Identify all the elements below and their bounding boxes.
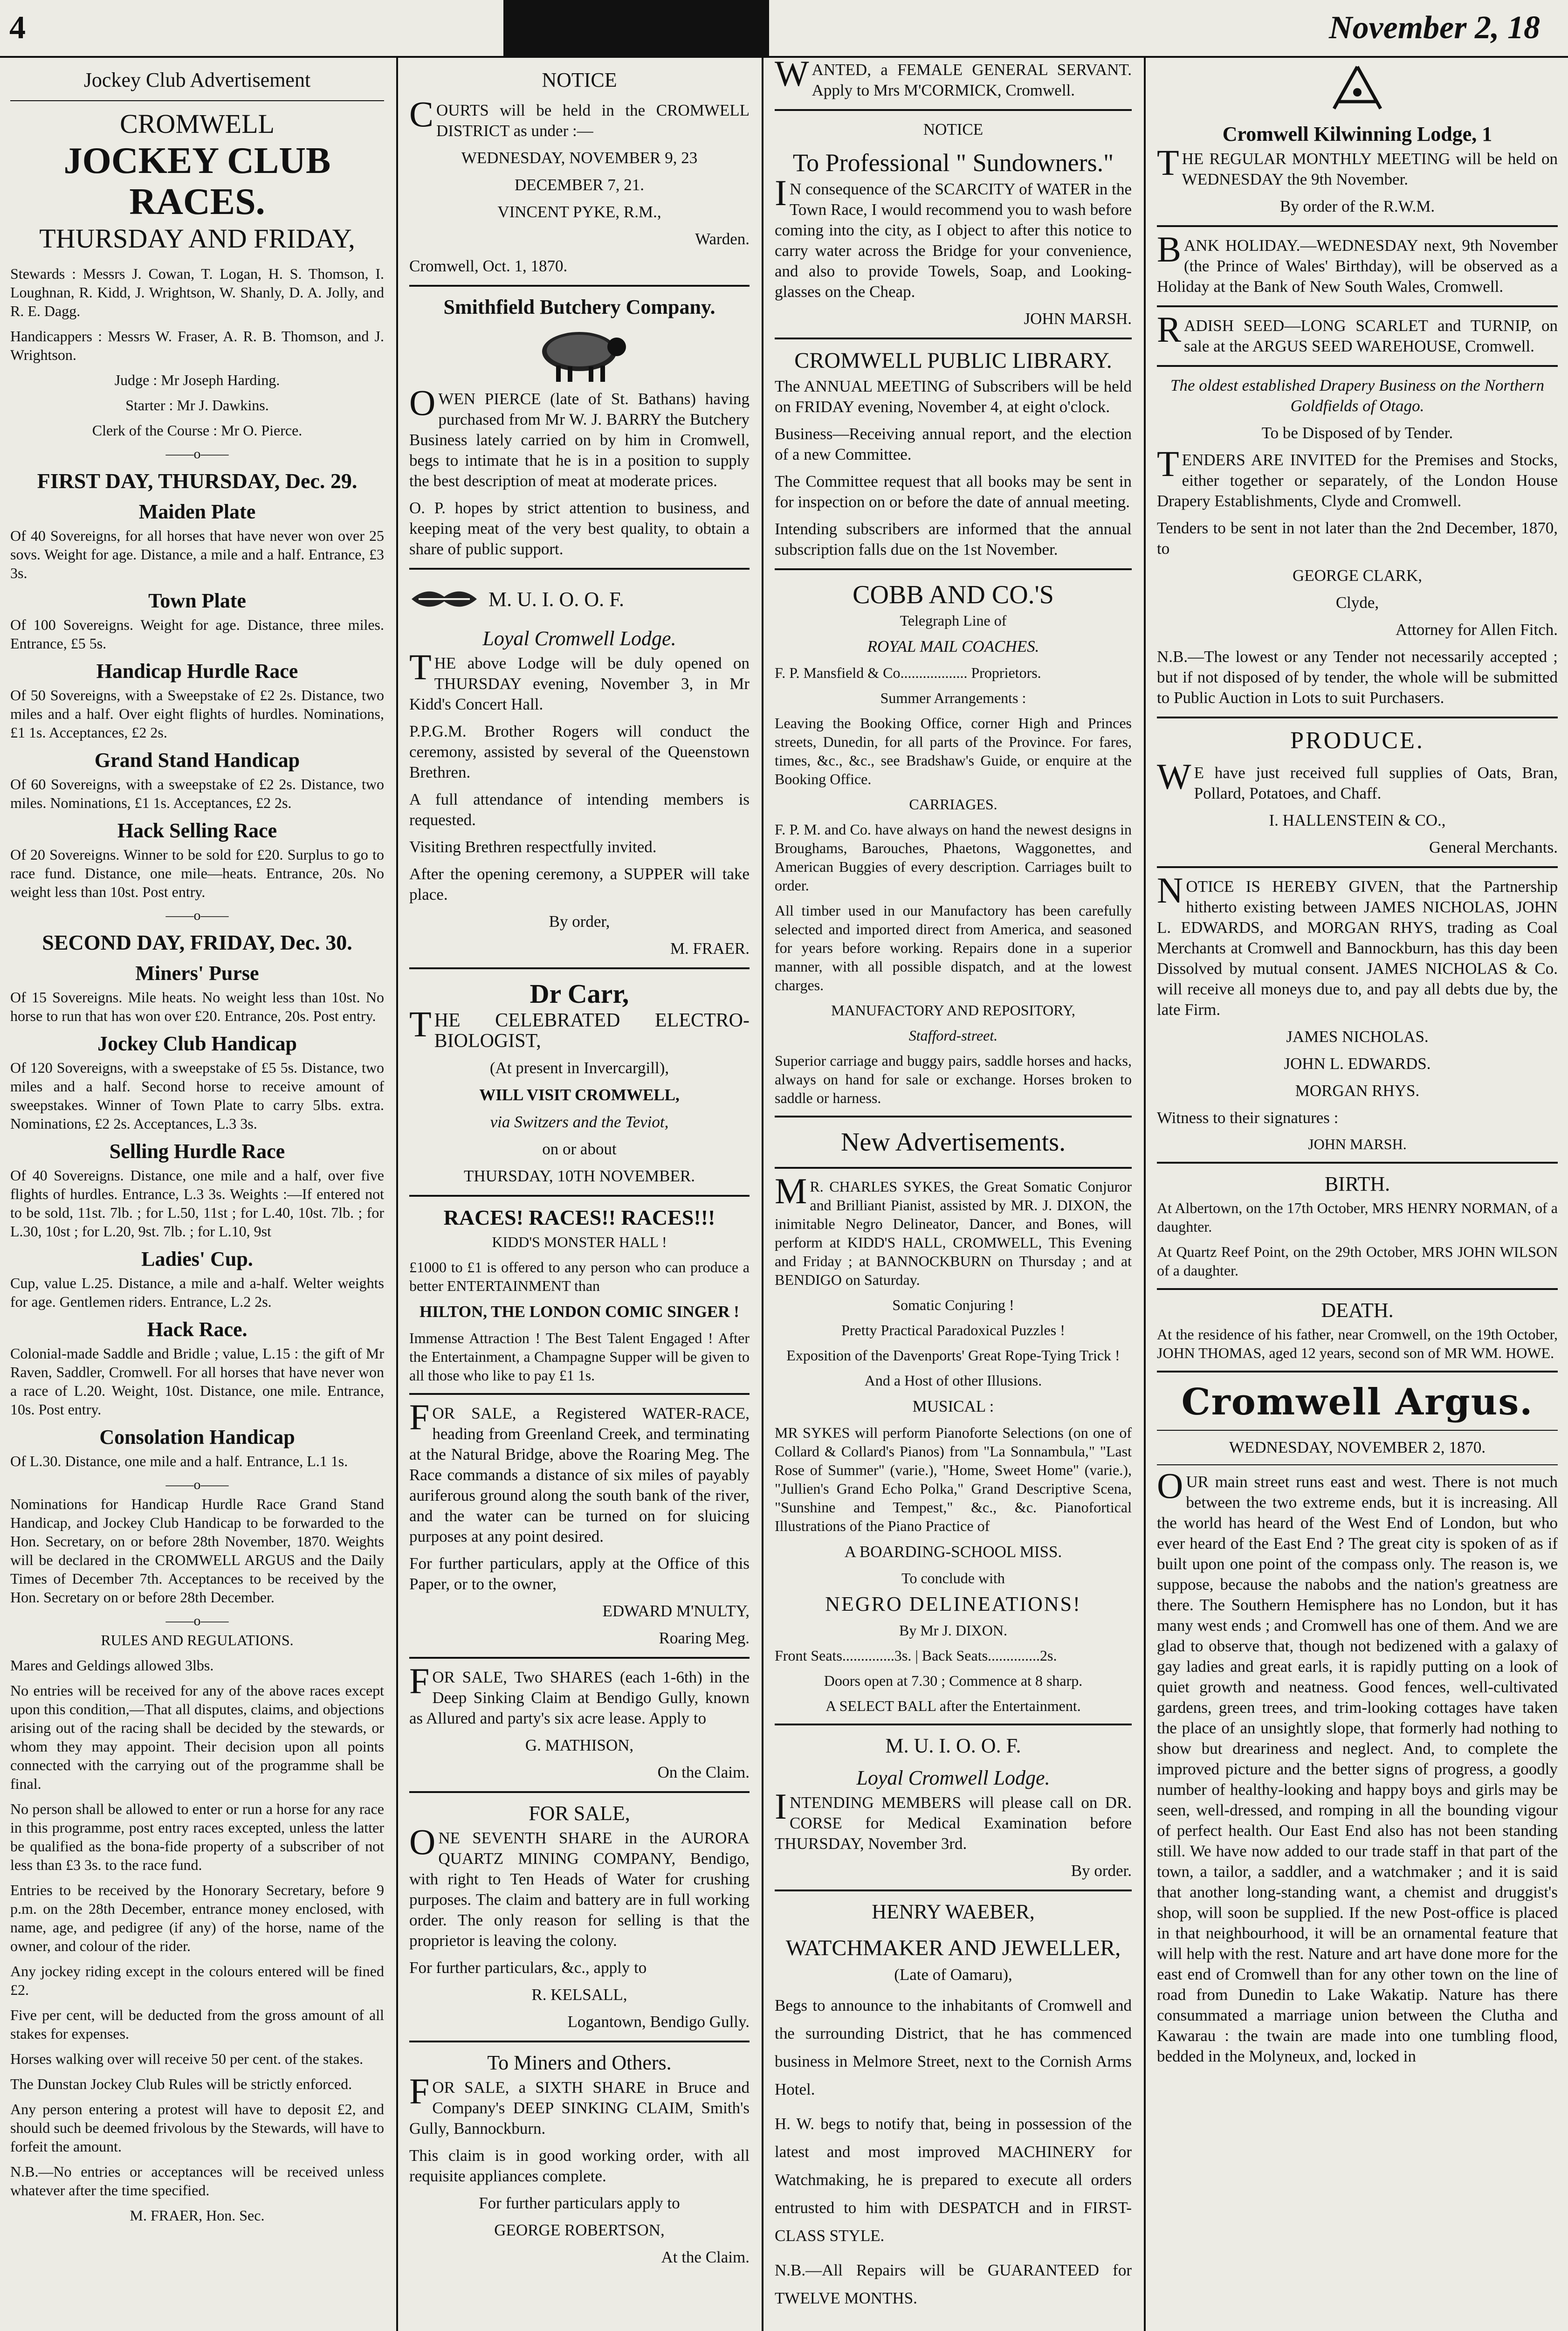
produce-heading: PRODUCE. xyxy=(1290,727,1424,754)
section-heading: Jockey Club Advertisement xyxy=(83,69,311,91)
new-advertisements-heading: New Advertisements. xyxy=(840,1128,1066,1157)
divider xyxy=(409,1791,750,1793)
race-days: THURSDAY AND FRIDAY, xyxy=(39,223,355,254)
sykes-notice: MR. CHARLES SYKES, the Great Somatic Conjuror and Brilliant Pianist, assisted by MR. J. DIXON, the inimitable Negro Delineator, Dancer, and Bones, will perform at KIDD'S HALL, CROMWELL, This Evening and Friday ; at BANNOCKBURN on Thursday ; and at BENDIGO on Saturday. xyxy=(775,1171,1132,1288)
race-title: Ladies' Cup. xyxy=(141,1248,253,1270)
courts-signatory: VINCENT PYKE, R.M., xyxy=(497,203,661,221)
sykes-line: To conclude with xyxy=(901,1570,1005,1586)
rule: No person shall be allowed to enter or run a horse for any race in this programme, post entry races excepted, unless the latter be qualified as the bona-fide property of a subscriber of not less than £3 3s. to the race fund. xyxy=(10,1800,384,1873)
race-body: Of 50 Sovereigns, with a Sweepstake of £2 2s. Distance, two miles and a half. Over eight flights of hurdles. Nominations, £1 1s. Acceptances, £2 2s. xyxy=(10,687,384,741)
sykes-musical: MUSICAL : xyxy=(912,1397,994,1415)
divider xyxy=(775,568,1132,570)
lodge-by-order: By order. xyxy=(1071,1862,1132,1880)
butchery-notice: O. P. hopes by strict attention to business, and keeping meat of the very best quality, to obtain a share of public support. xyxy=(409,499,750,558)
day-one-heading: FIRST DAY, THURSDAY, Dec. 29. xyxy=(37,469,358,493)
divider xyxy=(1157,1464,1558,1465)
produce-signatory: I. HALLENSTEIN & CO., xyxy=(1269,811,1446,829)
race-title: Hack Race. xyxy=(147,1318,248,1341)
courts-notice: COURTS will be held in the CROMWELL DISTRICT as under :— xyxy=(409,94,750,140)
butchery-notice: OWEN PIERCE (late of St. Bathans) having purchased from Mr W. J. BARRY the Butchery Business lately carried on by him in Cromwell, begs to intimate that he is in a position to supply the best description of meat at moderate prices. xyxy=(409,382,750,490)
sundowners-signatory: JOHN MARSH. xyxy=(1024,310,1132,328)
sykes-line: A BOARDING-SCHOOL MISS. xyxy=(844,1543,1062,1561)
library-notice: Intending subscribers are informed that the annual subscription falls due on the 1st November. xyxy=(775,520,1132,559)
water-race-notice: For further particulars, apply at the Office of this Paper, or to the owner, xyxy=(409,1554,750,1593)
shares-notice: FOR SALE, Two SHARES (each 1-6th) in the Deep Sinking Claim at Bendigo Gully, known as Allured and party's six acre lease. Apply to xyxy=(409,1661,750,1727)
kilwinning-notice: THE REGULAR MONTHLY MEETING will be held on WEDNESDAY the 9th November. xyxy=(1157,142,1558,188)
rule: Mares and Geldings allowed 3lbs. xyxy=(10,1657,214,1674)
witness-signature: JOHN MARSH. xyxy=(1308,1136,1407,1152)
divider xyxy=(1157,1430,1558,1431)
column-rule xyxy=(1144,56,1146,2331)
lodge-notice: THE above Lodge will be duly opened on THURSDAY evening, November 3, in Mr Kidd's Concert Hall. xyxy=(409,647,750,713)
produce-notice: WE have just received full supplies of Oats, Bran, Pollard, Potatoes, and Chaff. xyxy=(1157,756,1558,802)
waeber-late: (Late of Oamaru), xyxy=(894,1965,1012,1984)
aurora-location: Logantown, Bendigo Gully. xyxy=(567,2013,750,2031)
sykes-seats: Front Seats..............3s. | Back Seats..............2s. xyxy=(775,1647,1057,1664)
torn-edge-shadow xyxy=(503,0,769,56)
death-notice: At the residence of his father, near Cromwell, on the 19th October, JOHN THOMAS, aged 12 years, second son of MR WM. HOWE. xyxy=(1157,1326,1558,1361)
sundowners-heading: To Professional " Sundowners." xyxy=(792,149,1114,177)
judge: Judge : Mr Joseph Harding. xyxy=(114,372,280,388)
divider xyxy=(1157,1162,1558,1164)
cobb-mail: ROYAL MAIL COACHES. xyxy=(867,637,1039,655)
argus-editorial: OUR main street runs east and west. There is not much between the two extreme ends, but it is increasing. All the world has heard of the West End of London, but who ever heard of the East End ? The great city is spoken of as if built upon one point of the compass only. The reason is, we suppose, because the nabobs and the nation's greatness are there. The Southern Hemisphere has no London, but it has many west ends ; and Cromwell has one of them. And we are glad to observe that, though not bedizened with a galaxy of gay ladies and great earls, it is rapidly putting on a look of quiet growth and neatness. Good fences, well-cultivated gardens, green trees, and trim-looking cottages have taken the place of an unsightly slope, that formerly had nothing to show but dreariness and neglect. And, to complete the improved picture and the better signs of progress, a goodly number of healthy-looking and happy boys and girls may be seen, well-dressed, and romping in all the bounding vigour of perfect health. Our East End also has not been standing still. We have now added to our trade staff in that part of the town, a tailor, a saddler, and a watchmaker ; and it is said that another long-standing want, a chemist and druggist's shop, will soon be supplied. If the new Post-office is placed in that neighbourhood, it will be an ornamental feature that will help with the rest. Nature and art have done more for the east end of Cromwell than for any other town on the line of road from Dunedin to Lake Wakatip. Nature has there consummated a marriage union between the Clutha and Kawarau : the twain are made into one tumbling flood, bedded in the Molyneux, and, locked in xyxy=(1157,1465,1558,2065)
carr-heading: Dr Carr, xyxy=(530,979,629,1009)
race-body: Of L.30. Distance, one mile and a half. Entrance, L.1 1s. xyxy=(10,1453,348,1469)
nominations-notice: Nominations for Handicap Hurdle Race Grand Stand Handicap, and Jockey Club Handicap to be forwarded to the Hon. Secretary, on or before 28th November, 1870. Weights will be declared in the CROMWELL ARGUS and the Daily Times of December 7th. Acceptances to be received by the Hon. Secretary on or before 28th December. xyxy=(10,1496,384,1606)
page-number: 4 xyxy=(9,10,26,46)
lodge-notice: A full attendance of intending members is requested. xyxy=(409,790,750,829)
notice-heading: NOTICE xyxy=(923,120,983,138)
divider xyxy=(409,285,750,287)
birth-heading: BIRTH. xyxy=(1324,1172,1390,1195)
water-location: Roaring Meg. xyxy=(659,1629,750,1647)
divider xyxy=(1157,866,1558,868)
divider xyxy=(409,1393,750,1395)
library-heading: CROMWELL PUBLIC LIBRARY. xyxy=(794,348,1112,373)
lodge-notice: P.P.G.M. Brother Rogers will conduct the ceremony, assisted by several of the Queenstown Brethren. xyxy=(409,722,750,781)
sykes-line: Exposition of the Davenports' Great Rope-Tying Trick ! xyxy=(786,1347,1120,1364)
argus-date: WEDNESDAY, NOVEMBER 2, 1870. xyxy=(1229,1438,1486,1456)
lodge-signatory: M. FRAER. xyxy=(670,939,750,958)
lodge-notice: After the opening ceremony, a SUPPER will take place. xyxy=(409,865,750,903)
waeber-notice: Begs to announce to the inhabitants of Cromwell and the surrounding District, that he has commenced business in Melmore Street, next to the Cornish Arms Hotel. xyxy=(775,1996,1132,2098)
sykes-line: And a Host of other Illusions. xyxy=(864,1372,1042,1389)
column-notices xyxy=(399,60,760,2331)
divider: ——o—— xyxy=(165,908,229,923)
issue-date: November 2, 18 xyxy=(1329,10,1540,46)
sykes-line: By Mr J. DIXON. xyxy=(899,1622,1007,1639)
for-sale-heading: FOR SALE, xyxy=(529,1802,630,1825)
rule: The Dunstan Jockey Club Rules will be strictly enforced. xyxy=(10,2076,352,2092)
race-title: Maiden Plate xyxy=(138,500,256,523)
divider xyxy=(775,338,1132,339)
sykes-line: NEGRO DELINEATIONS! xyxy=(825,1593,1081,1615)
divider xyxy=(1157,305,1558,307)
library-notice: The Committee request that all books may be sent in for inspection on or before the date of annual meeting. xyxy=(775,472,1132,511)
rule: Any person entering a protest will have to deposit £2, and should such be deemed frivolous by the Stewards, will have to forfeit the amount. xyxy=(10,2101,384,2155)
race-title: Grand Stand Handicap xyxy=(94,749,300,772)
cobb-proprietors: F. P. Mansfield & Co.................. Proprietors. xyxy=(775,664,1041,681)
carr-notice: THE CELEBRATED ELECTRO-BIOLOGIST, xyxy=(409,1004,750,1052)
clerk: Clerk of the Course : Mr O. Pierce. xyxy=(92,422,303,439)
sykes-doors: Doors open at 7.30 ; Commence at 8 sharp. xyxy=(824,1672,1083,1689)
rule: No entries will be received for any of the above races except upon this condition,—That all disputes, claims, and objections arising out of the racing shall be decided by the stewards, or whom they may appoint. Their decision upon all points connected with the carrying out of the programme shall be final. xyxy=(10,1682,384,1792)
column-rule xyxy=(762,56,763,2331)
divider xyxy=(775,1116,1132,1117)
race-body: Of 120 Sovereigns, with a sweepstake of £5 5s. Distance, two miles and a half. Second horse to receive amount of sweepstakes. Winner of Town Plate to carry 5lbs. extra. Nominations, £2 2s. Acceptances, L.3 3s. xyxy=(10,1059,384,1132)
waeber-subheading: WATCHMAKER AND JEWELLER, xyxy=(785,1936,1121,1960)
notice-heading: NOTICE xyxy=(542,69,617,91)
stewards: Stewards : Messrs J. Cowan, T. Logan, H. S. Thomson, I. Loughnan, R. Kidd, J. Wrightson, W. Shanly, D. A. Jolly, and R. E. Dagg. xyxy=(10,265,384,319)
cobb-notice: F. P. M. and Co. have always on hand the newest designs in Broughams, Barouches, Phaetons, Waggonettes, and American Buggies of every description. Carriages built to order. xyxy=(775,821,1132,894)
society-heading: M. U. I. O. O. F. xyxy=(488,587,625,611)
miners-heading: To Miners and Others. xyxy=(487,2051,672,2074)
cobb-heading: COBB AND CO.'S xyxy=(853,580,1054,609)
divider xyxy=(409,967,750,969)
cobb-notice: Superior carriage and buggy pairs, saddle horses and hacks, always on hand for sale or exchange. Horses broken to saddle or harness. xyxy=(775,1052,1132,1106)
carr-notice: (At present in Invercargill), xyxy=(489,1059,669,1077)
divider: ——o—— xyxy=(165,1613,229,1628)
signoff: M. FRAER, Hon. Sec. xyxy=(130,2207,265,2224)
day-two-heading: SECOND DAY, FRIDAY, Dec. 30. xyxy=(42,931,352,954)
carr-notice: via Switzers and the Teviot, xyxy=(490,1113,669,1131)
cobb-summer: Summer Arrangements : xyxy=(880,690,1026,706)
society-heading: M. U. I. O. O. F. xyxy=(885,1734,1021,1757)
rule: Entries to be received by the Honorary Secretary, before 9 p.m. on the 28th December, entrance money enclosed, with name, age, and pedigree (if any) of the horse, name of the owner, and colour of the rider. xyxy=(10,1882,384,1954)
tender-notice: TENDERS ARE INVITED for the Premises and Stocks, either together or separately, of the London House Drapery Establishments, Clyde and Cromwell. xyxy=(1157,443,1558,510)
race-title: Miners' Purse xyxy=(135,962,259,985)
divider xyxy=(10,100,384,101)
cobb-notice: All timber used in our Manufactory has been carefully selected and imported direct from America, and seasoned for years before working. Repairs done in a superior manner, with all possible dispatch, and at the lowest charges. xyxy=(775,902,1132,993)
sykes-notice: MR SYKES will perform Pianoforte Selections (on one of Collard & Collard's Pianos) from "La Sonnambula," "Last Rose of Summer" (varie.), "Home, Sweet Home" (varie.), "Jullien's Grand Echo Polka," Grand Descriptive Scena, "Sunshine and Tempest," &c., &c. Pianofortical Illustrations of the Piano Practice of xyxy=(775,1424,1132,1534)
shares-signatory: G. MATHISON, xyxy=(525,1736,634,1754)
birth-notice: At Albertown, on the 17th October, MRS HENRY NORMAN, of a daughter. xyxy=(1157,1200,1558,1235)
race-title: Handicap Hurdle Race xyxy=(96,660,298,683)
courts-dateline: Cromwell, Oct. 1, 1870. xyxy=(409,257,568,275)
divider xyxy=(1157,365,1558,367)
bank-holiday-notice: BANK HOLIDAY.—WEDNESDAY next, 9th November (the Prince of Wales' Birthday), will be observed as a Holiday at the Bank of New South Wales, Cromwell. xyxy=(1157,229,1558,296)
waeber-nb: N.B.—All Repairs will be GUARANTEED for TWELVE MONTHS. xyxy=(775,2261,1132,2307)
divider xyxy=(1157,1371,1558,1372)
sundowners-notice: IN consequence of the SCARCITY of WATER in the Town Race, I would recommend you to wash before coming into the city, as I object to after this notice to carry water across the Bridge for your convenience, and also to provide Towels, Soap, and Looking-glasses on the Cheap. xyxy=(775,172,1132,301)
divider xyxy=(409,1195,750,1197)
tender-notice: Tenders to be sent in not later than the 2nd December, 1870, to xyxy=(1157,519,1558,558)
race-title: Jockey Club Handicap xyxy=(97,1032,297,1055)
rules-heading: RULES AND REGULATIONS. xyxy=(101,1632,294,1648)
divider: ——o—— xyxy=(165,1477,229,1492)
race-body: Of 60 Sovereigns, with a sweepstake of £2 2s. Distance, two miles. Nominations, £1 1s. Acceptances, £2 2s. xyxy=(10,776,384,811)
races-notice: Immense Attraction ! The Best Talent Engaged ! After the Entertainment, a Champagne Supper will be given to all those who like to pay £1 1s. xyxy=(409,1330,750,1384)
library-notice: The ANNUAL MEETING of Subscribers will be held on FRIDAY evening, November 4, at eight o'clock. xyxy=(775,377,1132,416)
rule: Any jockey riding except in the colours entered will be fined £2. xyxy=(10,1963,384,1998)
divider xyxy=(1157,1288,1558,1290)
aurora-notice: ONE SEVENTH SHARE in the AURORA QUARTZ MINING COMPANY, Bendigo, with right to Ten Heads of Water for crushing purposes. The claim and battery are in full working order. The only reason for selling is that the proprietor is leaving the colony. xyxy=(409,1821,750,1950)
sixth-share-notice: FOR SALE, a SIXTH SHARE in Bruce and Company's DEEP SINKING CLAIM, Smith's Gully, Bannockburn. xyxy=(409,2071,750,2138)
waeber-heading: HENRY WAEBER, xyxy=(872,1900,1035,1923)
cobb-carriages: CARRIAGES. xyxy=(909,796,997,813)
partnership-notice: NOTICE IS HEREBY GIVEN, that the Partnership hitherto existing between JAMES NICHOLAS, JOHN L. EDWARDS, and MORGAN RHYS, trading as Coal Merchants at Cromwell and Bannockburn, has this day been Dissolved by mutual consent. JAMES NICHOLAS & Co. will receive all moneys due to, and pay all debts due by, the late Firm. xyxy=(1157,870,1558,1019)
tender-signatory: GEORGE CLARK, xyxy=(1292,566,1423,585)
cobb-street: Stafford-street. xyxy=(908,1027,998,1044)
races-title: JOCKEY CLUB RACES. xyxy=(63,140,331,222)
sixth-signatory: GEORGE ROBERTSON, xyxy=(494,2221,665,2239)
divider xyxy=(775,1724,1132,1725)
water-signatory: EDWARD M'NULTY, xyxy=(602,1602,750,1620)
partner-signature: JOHN L. EDWARDS. xyxy=(1284,1055,1431,1073)
sykes-ball: A SELECT BALL after the Entertainment. xyxy=(825,1697,1081,1714)
divider xyxy=(775,109,1132,111)
cobb-manufactory: MANUFACTORY AND REPOSITORY, xyxy=(831,1002,1075,1019)
race-title: Town Plate xyxy=(148,589,246,612)
race-title: Hack Selling Race xyxy=(117,819,277,842)
servant-wanted: WANTED, a FEMALE GENERAL SERVANT. Apply to Mrs M'CORMICK, Cromwell. xyxy=(775,60,1132,99)
race-title: Selling Hurdle Race xyxy=(109,1140,285,1163)
drapery-heading: The oldest established Drapery Business on the Northern Goldfields of Otago. xyxy=(1170,376,1545,415)
race-body: Of 40 Sovereigns, for all horses that have never won over 25 sovs. Weight for age. Distance, a mile and a half. Entrance, £3 3s. xyxy=(10,527,384,581)
death-heading: DEATH. xyxy=(1321,1299,1394,1322)
column-advertisements xyxy=(764,60,1142,2331)
argus-nameplate: Cromwell Argus. xyxy=(1181,1381,1534,1423)
carr-notice: WILL VISIT CROMWELL, xyxy=(479,1086,680,1104)
town-heading: CROMWELL xyxy=(120,109,275,139)
radish-seed-notice: RADISH SEED—LONG SCARLET and TURNIP, on sale at the ARGUS SEED WAREHOUSE, Cromwell. xyxy=(1157,309,1558,355)
race-body: Of 20 Sovereigns. Winner to be sold for £20. Surplus to go to race fund. Distance, one mile—heats. Entrance, 20s. No weight less than 10st. Post entry. xyxy=(10,846,384,900)
column-rule xyxy=(396,56,398,2331)
race-body: Cup, value L.25. Distance, a mile and a-half. Welter weights for age. Gentlemen riders. Entrance, L.2 2s. xyxy=(10,1275,384,1310)
kilwinning-by-order: By order of the R.W.M. xyxy=(1279,197,1435,215)
shares-location: On the Claim. xyxy=(657,1763,750,1781)
divider xyxy=(775,1167,1132,1169)
race-title: Consolation Handicap xyxy=(99,1426,295,1448)
divider: ——o—— xyxy=(165,446,229,462)
courts-role: Warden. xyxy=(695,230,750,248)
lodge-heading: Loyal Cromwell Lodge. xyxy=(482,627,676,650)
sixth-location: At the Claim. xyxy=(661,2248,750,2266)
column-local-news xyxy=(1147,60,1568,2331)
kilwinning-heading: Cromwell Kilwinning Lodge, 1 xyxy=(1222,123,1492,145)
produce-role: General Merchants. xyxy=(1429,838,1558,856)
clasped-hands-icon xyxy=(409,578,479,620)
races-notice: £1000 to £1 is offered to any person who can produce a better ENTERTAINMENT than xyxy=(409,1259,750,1294)
cobb-line: Telegraph Line of xyxy=(900,612,1007,629)
races-hall: KIDD'S MONSTER HALL ! xyxy=(492,1234,667,1250)
divider xyxy=(409,568,750,570)
waeber-notice: H. W. begs to notify that, being in possession of the latest and most improved MACHINERY for Watchmaking, he is prepared to execute all orders entrusted to him with DESPATCH and in FIRST-CLASS STYLE. xyxy=(775,2115,1132,2245)
handicappers: Handicappers : Messrs W. Fraser, A. R. B. Thomson, and J. Wrightson. xyxy=(10,328,384,363)
sixth-share-notice: This claim is in good working order, with all requisite appliances complete. xyxy=(409,2146,750,2185)
tender-role: Attorney for Allen Fitch. xyxy=(1395,621,1558,639)
races-notice: HILTON, THE LONDON COMIC SINGER ! xyxy=(420,1303,739,1321)
starter: Starter : Mr J. Dawkins. xyxy=(125,397,269,414)
divider xyxy=(409,2041,750,2042)
partner-signature: JAMES NICHOLAS. xyxy=(1286,1028,1429,1046)
library-notice: Business—Receiving annual report, and the election of a new Committee. xyxy=(775,425,1132,463)
lodge-heading: Loyal Cromwell Lodge. xyxy=(856,1766,1050,1789)
divider xyxy=(1157,717,1558,718)
cobb-notice: Leaving the Booking Office, corner High and Princes streets, Dunedin, for all parts of the Province. For fares, times, &c., &c., see Bradshaw's Guide, or enquire at the Booking Office. xyxy=(775,715,1132,787)
aurora-notice: For further particulars, &c., apply to xyxy=(409,1959,647,1977)
courts-date: WEDNESDAY, NOVEMBER 9, 23 xyxy=(461,149,698,167)
divider xyxy=(775,1890,1132,1891)
masthead xyxy=(0,0,1568,58)
divider xyxy=(409,1657,750,1659)
aurora-signatory: R. KELSALL, xyxy=(531,1986,627,2004)
witness-line: Witness to their signatures : xyxy=(1157,1109,1339,1127)
rule: N.B.—No entries or acceptances will be received unless whatever after the time specified. xyxy=(10,2163,384,2199)
race-body: Of 40 Sovereigns. Distance, one mile and a half, over five flights of hurdles. Entrance, L.3 3s. Weights :—If entered not to be sold, 11st. 7lb. ; for L.50, 11st ; for L.40, 10st. 7lb. ; for L.30, 10st ; for L.20, 9st. 7lb. ; for L.10, 9st xyxy=(10,1167,384,1240)
water-race-notice: FOR SALE, a Registered WATER-RACE, heading from Greenland Creek, and terminating at the Natural Bridge, above the Roaring Meg. The Race commands a distance of six miles of payably auriferous ground along the south bank of the river, and the water can be turned on for sluicing purposes at any point desired. xyxy=(409,1397,750,1545)
courts-date: DECEMBER 7, 21. xyxy=(514,176,645,194)
birth-notice: At Quartz Reef Point, on the 29th October, MRS JOHN WILSON of a daughter. xyxy=(1157,1243,1558,1279)
races-heading: RACES! RACES!! RACES!!! xyxy=(443,1206,715,1229)
partner-signature: MORGAN RHYS. xyxy=(1295,1082,1420,1100)
butchery-heading: Smithfield Butchery Company. xyxy=(443,296,715,318)
sykes-line: Somatic Conjuring ! xyxy=(892,1297,1014,1313)
rule: Horses walking over will receive 50 per cent. of the stakes. xyxy=(10,2050,364,2067)
tender-heading: To be Disposed of by Tender. xyxy=(1261,424,1453,442)
masonic-emblem-icon xyxy=(1329,64,1385,116)
sykes-line: Pretty Practical Paradoxical Puzzles ! xyxy=(841,1322,1065,1338)
lodge-notice: Visiting Brethren respectfully invited. xyxy=(409,838,657,856)
tender-location: Clyde, xyxy=(1335,593,1379,612)
divider xyxy=(1157,225,1558,227)
sheep-icon xyxy=(528,324,631,384)
tender-nb: N.B.—The lowest or any Tender not necessarily accepted ; but if not disposed of by tender, the whole will be submitted to Public Auction in Lots to suit Purchasers. xyxy=(1157,648,1558,707)
column-jockey-club xyxy=(0,60,394,2331)
race-body: Of 100 Sovereigns. Weight for age. Distance, three miles. Entrance, £5 5s. xyxy=(10,616,384,652)
race-body: Of 15 Sovereigns. Mile heats. No weight less than 10st. No horse to run that has won over £20. Entrance, 20s. Post entry. xyxy=(10,989,384,1024)
lodge-by-order: By order, xyxy=(549,912,610,931)
sixth-share-notice: For further particulars apply to xyxy=(479,2194,680,2212)
race-body: Colonial-made Saddle and Bridle ; value, L.15 : the gift of Mr Raven, Saddler, Cromwell. For all horses that have never won a race of L.20. Weight, 10st. Distance, one mile. Entrance, 10s. Post entry. xyxy=(10,1345,384,1418)
lodge-notice: INTENDING MEMBERS will please call on DR. CORSE for Medical Examination before THURSDAY, November 3rd. xyxy=(775,1786,1132,1853)
carr-notice: on or about xyxy=(542,1140,617,1158)
rule: Five per cent, will be deducted from the gross amount of all stakes for expenses. xyxy=(10,2007,384,2042)
carr-notice: THURSDAY, 10TH NOVEMBER. xyxy=(464,1167,695,1185)
